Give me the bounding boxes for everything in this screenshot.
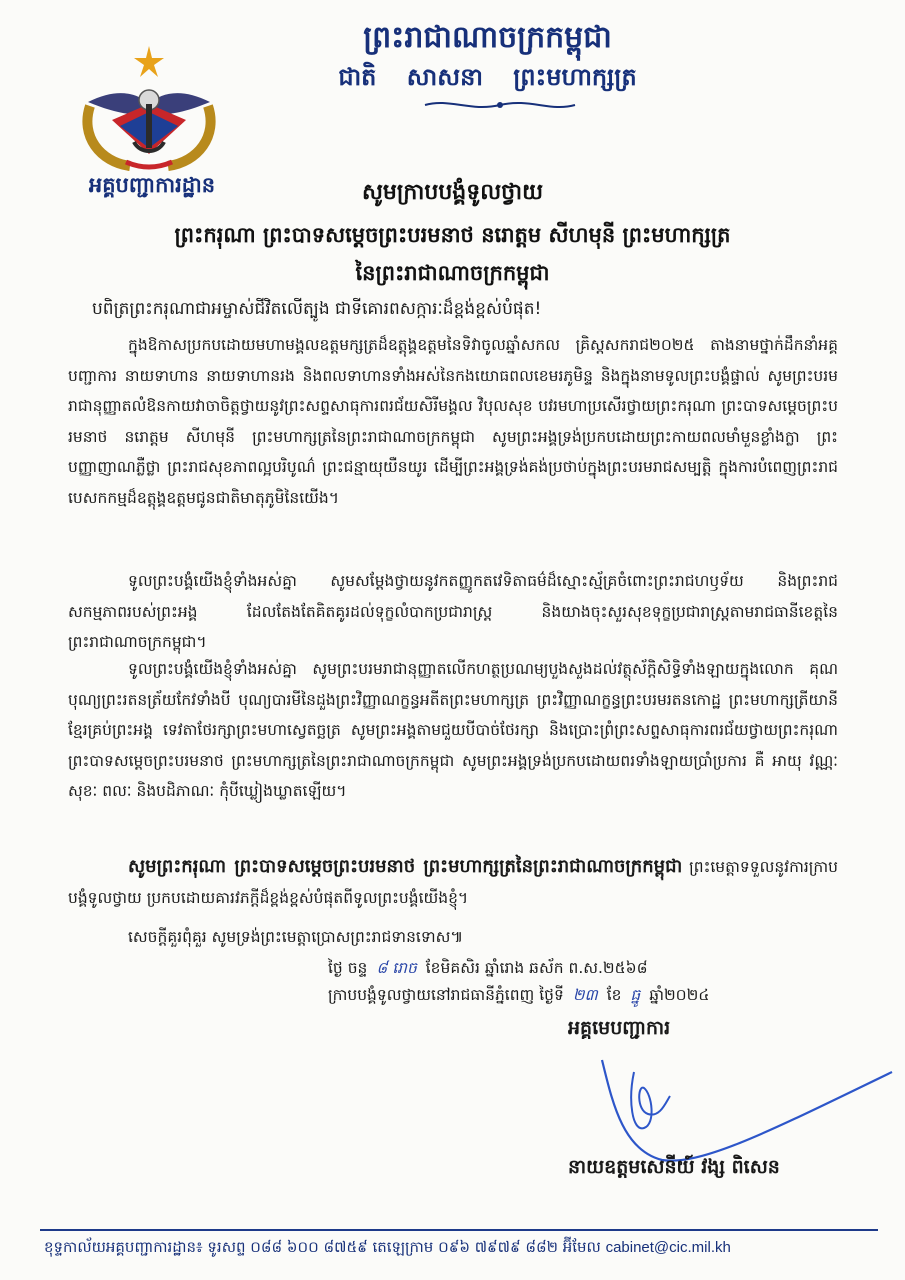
paragraph-4-strong: សូមព្រះករុណា ព្រះបាទសម្តេចព្រះបរមនាថ ព្រះមហាក្សត្រនៃព្រះរាជាណាចក្រកម្ពុជា (128, 856, 683, 877)
solar-month-prefix: ខែ (606, 986, 622, 1004)
paragraph-3: ទូលព្រះបង្គំយើងខ្ញុំទាំងអស់គ្នា សូមព្រះបរមរាជានុញ្ញាតលើកហត្ថប្រណម្យបួងសួងដល់វត្ថុស័ក្តិសិទ្ធិទាំងឡាយក្នុងលោក គុណបុណ្យព្រះរតនត្រ័យកែវទាំងបី បុណ្យបារមីនៃដួងព្រះវិញ្ញាណក្ខន្ធអតីតព្រះមហាក្សត្រ ព្រះវិញ្ញាណក្ខន្ធព្រះបរមរតនកោដ្ឋ ព្រះមហាក្សត្រីយានីខ្មែរគ្រប់ព្រះអង្គ ទេវតាថែរក្សាព្រះមហាស្វេតច្ឆត្រ សូមព្រះអង្គតាមជួយបីបាច់ថែរក្សា និងប្រោះព្រំព្រះសព្ទសាធុការពរជ័យថ្វាយព្រះករុណា ព្រះបាទសម្តេចព្រះបរមនាថ ព្រះមហាក្សត្រនៃព្រះរាជាណាចក្រកម្ពុជា សូមព្រះអង្គទ្រង់ប្រកបដោយពរទាំងឡាយប្រាំប្រការ គឺ អាយុ វណ្ណៈ សុខៈ ពលៈ និងបដិភាណៈ កុំបីឃ្លៀងឃ្លាតឡើយ។ (68, 660, 838, 800)
signer-role: អគ្គមេបញ្ជាការ (568, 1017, 671, 1039)
ornament-divider-icon (420, 98, 580, 112)
lunar-handwritten: ៨ រោច (376, 959, 417, 977)
lunar-prefix: ថ្ងៃ (328, 959, 343, 977)
solar-month: ធ្នូ (630, 986, 641, 1004)
footer-divider (40, 1229, 878, 1231)
signer-name: នាយឧត្តមសេនីយ៍ វង្ស ពិសេន (568, 1156, 780, 1178)
department-label: អគ្គបញ្ជាការដ្ឋាន (88, 173, 216, 197)
lunar-month: ខែមិគសិរ (425, 959, 480, 977)
national-motto: ជាតិ សាសនា ព្រះមហាក្សត្រ (338, 63, 637, 91)
paragraph-2: ទូលព្រះបង្គំយើងខ្ញុំទាំងអស់គ្នា សូមសម្តែងថ្វាយនូវកតញ្ញូកតវេទិតាធម៌ដ៏ស្មោះស្ម័គ្រចំពោះព្រះរាជហឫទ័យ និងព្រះរាជសកម្មភាពរបស់ព្រះអង្គ ដែលតែងតែគិតគូរដល់ទុក្ខលំបាកប្រជារាស្ត្រ និងយាងចុះសួរសុខទុក្ខប្រជារាស្ត្រតាមរាជធានីខេត្តនៃព្រះរាជាណាចក្រកម្ពុជា។ (68, 572, 838, 651)
military-emblem-icon (76, 44, 222, 174)
kingdom-heading: ព្រះរាជាណាចក្រកម្ពុជា (363, 20, 612, 55)
address-line-2: ព្រះករុណា ព្រះបាទសម្តេចព្រះបរមនាថ នរោត្តម សីហមុនី ព្រះមហាក្សត្រ (174, 223, 731, 247)
address-line-3: នៃព្រះរាជាណាចក្រកម្ពុជា (355, 261, 550, 285)
solar-prefix: ក្រាបបង្គំទូលថ្វាយនៅរាជធានីភ្នំពេញ ថ្ងៃទី (328, 986, 564, 1004)
lunar-year: ឆ្នាំរោង ឆស័ក ព.ស.២៥៦៨ (484, 959, 648, 977)
salutation: បពិត្រព្រះករុណាជាអម្ចាស់ជីវិតលើត្បូង ជាទីគោរពសក្ការៈដ៏ខ្ពង់ខ្ពស់បំផុត! (92, 299, 542, 319)
lunar-date (328, 958, 648, 981)
handwritten-signature-icon (592, 1040, 902, 1170)
solar-date (328, 985, 709, 1008)
solar-year: ឆ្នាំ២០២៤ (649, 986, 710, 1004)
paragraph-5: សេចក្តីគួរពុំគួរ សូមទ្រង់ព្រះមេត្តាប្រោសព្រះរាជទានទោស៕ (128, 928, 464, 946)
footer-contact (44, 1238, 884, 1260)
paragraph-4 (68, 852, 838, 913)
address-line-1: សូមក្រាបបង្គំទូលថ្វាយ (361, 180, 544, 205)
paragraph-4-rest: ព្រះមេត្តាទទួលនូវការក្រាបបង្គំទូលថ្វាយ ប្រកបដោយគារវភក្តីដ៏ខ្ពង់ខ្ពស់បំផុតពីទូលព្រះបង្គំយើងខ្ញុំ។ (68, 858, 838, 907)
paragraph-1: ក្នុងឱកាសប្រកបដោយមហាមង្គលឧត្តមក្សត្រដ៏ឧត្តុង្គឧត្តមនៃទិវាចូលឆ្នាំសកល គ្រិស្តសករាជ២០២៥ តាងនាមថ្នាក់ដឹកនាំអគ្គបញ្ជាការ នាយទាហាន នាយទាហានរង និងពលទាហានទាំងអស់នៃកងយោធពលខេមរភូមិន្ទ និងក្នុងនាមទូលព្រះបង្គំផ្ទាល់ សូមព្រះបរមរាជានុញ្ញាតលំឱនកាយវាចាចិត្តថ្វាយនូវព្រះសព្ទសាធុការពរជ័យសិរីមង្គល វិបុលសុខ បវរមហាប្រសើរថ្វាយព្រះករុណា ព្រះបាទសម្តេចព្រះបរមនាថ នរោត្តម សីហមុនី ព្រះមហាក្សត្រនៃព្រះរាជាណាចក្រកម្ពុជា សូមព្រះអង្គទ្រង់ប្រកបដោយព្រះកាយពលមាំមួនខ្លាំងក្លា ព្រះបញ្ញាញាណភ្លឺថ្លា ព្រះរាជសុខភាពល្អបរិបូណ៌ ព្រះជន្មាយុយឺនយូរ ដើម្បីព្រះអង្គទ្រង់គង់ប្រថាប់ក្នុងព្រះបរមរាជសម្បត្តិ ក្នុងការបំពេញព្រះរាជបេសកកម្មដ៏ឧត្តុង្គឧត្តមជូនជាតិមាតុភូមិនៃយើង។ (68, 336, 838, 507)
solar-day: ២៣ (572, 986, 598, 1004)
lunar-day: ចន្ទ (347, 959, 368, 977)
footer-email[interactable]: cabinet@cic.mil.kh (605, 1239, 731, 1256)
footer-text: ខុទ្ទកាល័យអគ្គបញ្ជាការដ្ឋាន៖ ទូរសព្ទ ០៨៨ ៦០០ ៨៧៥៩ តេឡេក្រាម ០៩៦ ៧៩៧៩ ៨៨២ អ៊ីមែល (44, 1238, 601, 1256)
